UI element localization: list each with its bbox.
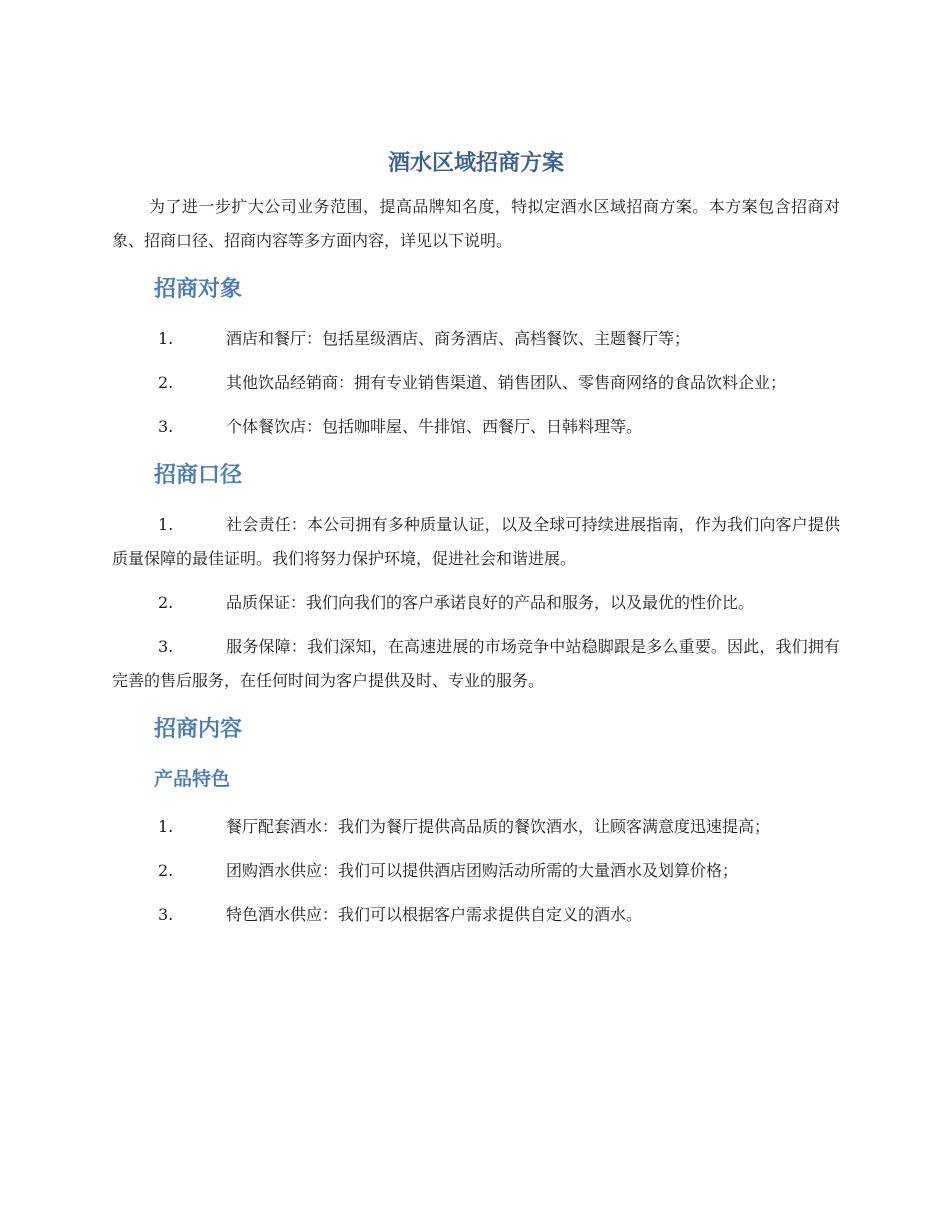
list-item [112, 854, 840, 888]
section-heading-approach: 招商口径 [154, 463, 243, 488]
list-text: 酒店和餐厅：包括星级酒店、商务酒店、高档餐饮、主题餐厅等； [226, 329, 691, 348]
list-item [112, 410, 840, 444]
approach-list [112, 508, 840, 698]
list-item [112, 508, 840, 576]
list-text: 服务保障：我们深知，在高速进展的市场竞争中站稳脚跟是多么重要。因此，我们拥有完善的售后服务，在任何时间为客户提供及时、专业的服务。 [112, 637, 840, 690]
list-number: 2. [158, 373, 174, 392]
list-number: 2. [158, 861, 174, 880]
list-number: 1. [158, 515, 174, 534]
list-text: 个体餐饮店：包括咖啡屋、牛排馆、西餐厅、日韩料理等。 [226, 417, 643, 436]
section-heading-content: 招商内容 [154, 717, 243, 742]
list-item [112, 810, 840, 844]
list-text: 团购酒水供应：我们可以提供酒店团购活动所需的大量酒水及划算价格； [226, 861, 739, 880]
document-page [112, 148, 840, 942]
product-features-list [112, 810, 840, 932]
list-number: 3. [158, 905, 174, 924]
list-text: 其他饮品经销商：拥有专业销售渠道、销售团队、零售商网络的食品饮料企业； [226, 373, 787, 392]
list-item [112, 898, 840, 932]
list-item [112, 322, 840, 356]
list-text: 餐厅配套酒水：我们为餐厅提供高品质的餐饮酒水，让顾客满意度迅速提高； [226, 817, 771, 836]
list-number: 3. [158, 417, 174, 436]
subsection-heading-product-features: 产品特色 [154, 768, 231, 790]
list-number: 1. [158, 329, 174, 348]
document-title: 酒水区域招商方案 [387, 151, 564, 176]
list-text: 特色酒水供应：我们可以根据客户需求提供自定义的酒水。 [226, 905, 643, 924]
list-item [112, 366, 840, 400]
section-heading-targets: 招商对象 [154, 277, 243, 302]
list-number: 1. [158, 817, 174, 836]
list-number: 3. [158, 637, 174, 656]
list-text: 品质保证：我们向我们的客户承诺良好的产品和服务，以及最优的性价比。 [226, 593, 755, 612]
list-number: 2. [158, 593, 174, 612]
targets-list [112, 322, 840, 444]
list-item [112, 586, 840, 620]
list-item [112, 630, 840, 698]
intro-paragraph: 为了进一步扩大公司业务范围，提高品牌知名度，特拟定酒水区域招商方案。本方案包含招商对象、招商口径、招商内容等多方面内容，详见以下说明。 [112, 197, 840, 250]
list-text: 社会责任：本公司拥有多种质量认证，以及全球可持续进展指南，作为我们向客户提供质量保障的最佳证明。我们将努力保护环境，促进社会和谐进展。 [112, 515, 840, 568]
